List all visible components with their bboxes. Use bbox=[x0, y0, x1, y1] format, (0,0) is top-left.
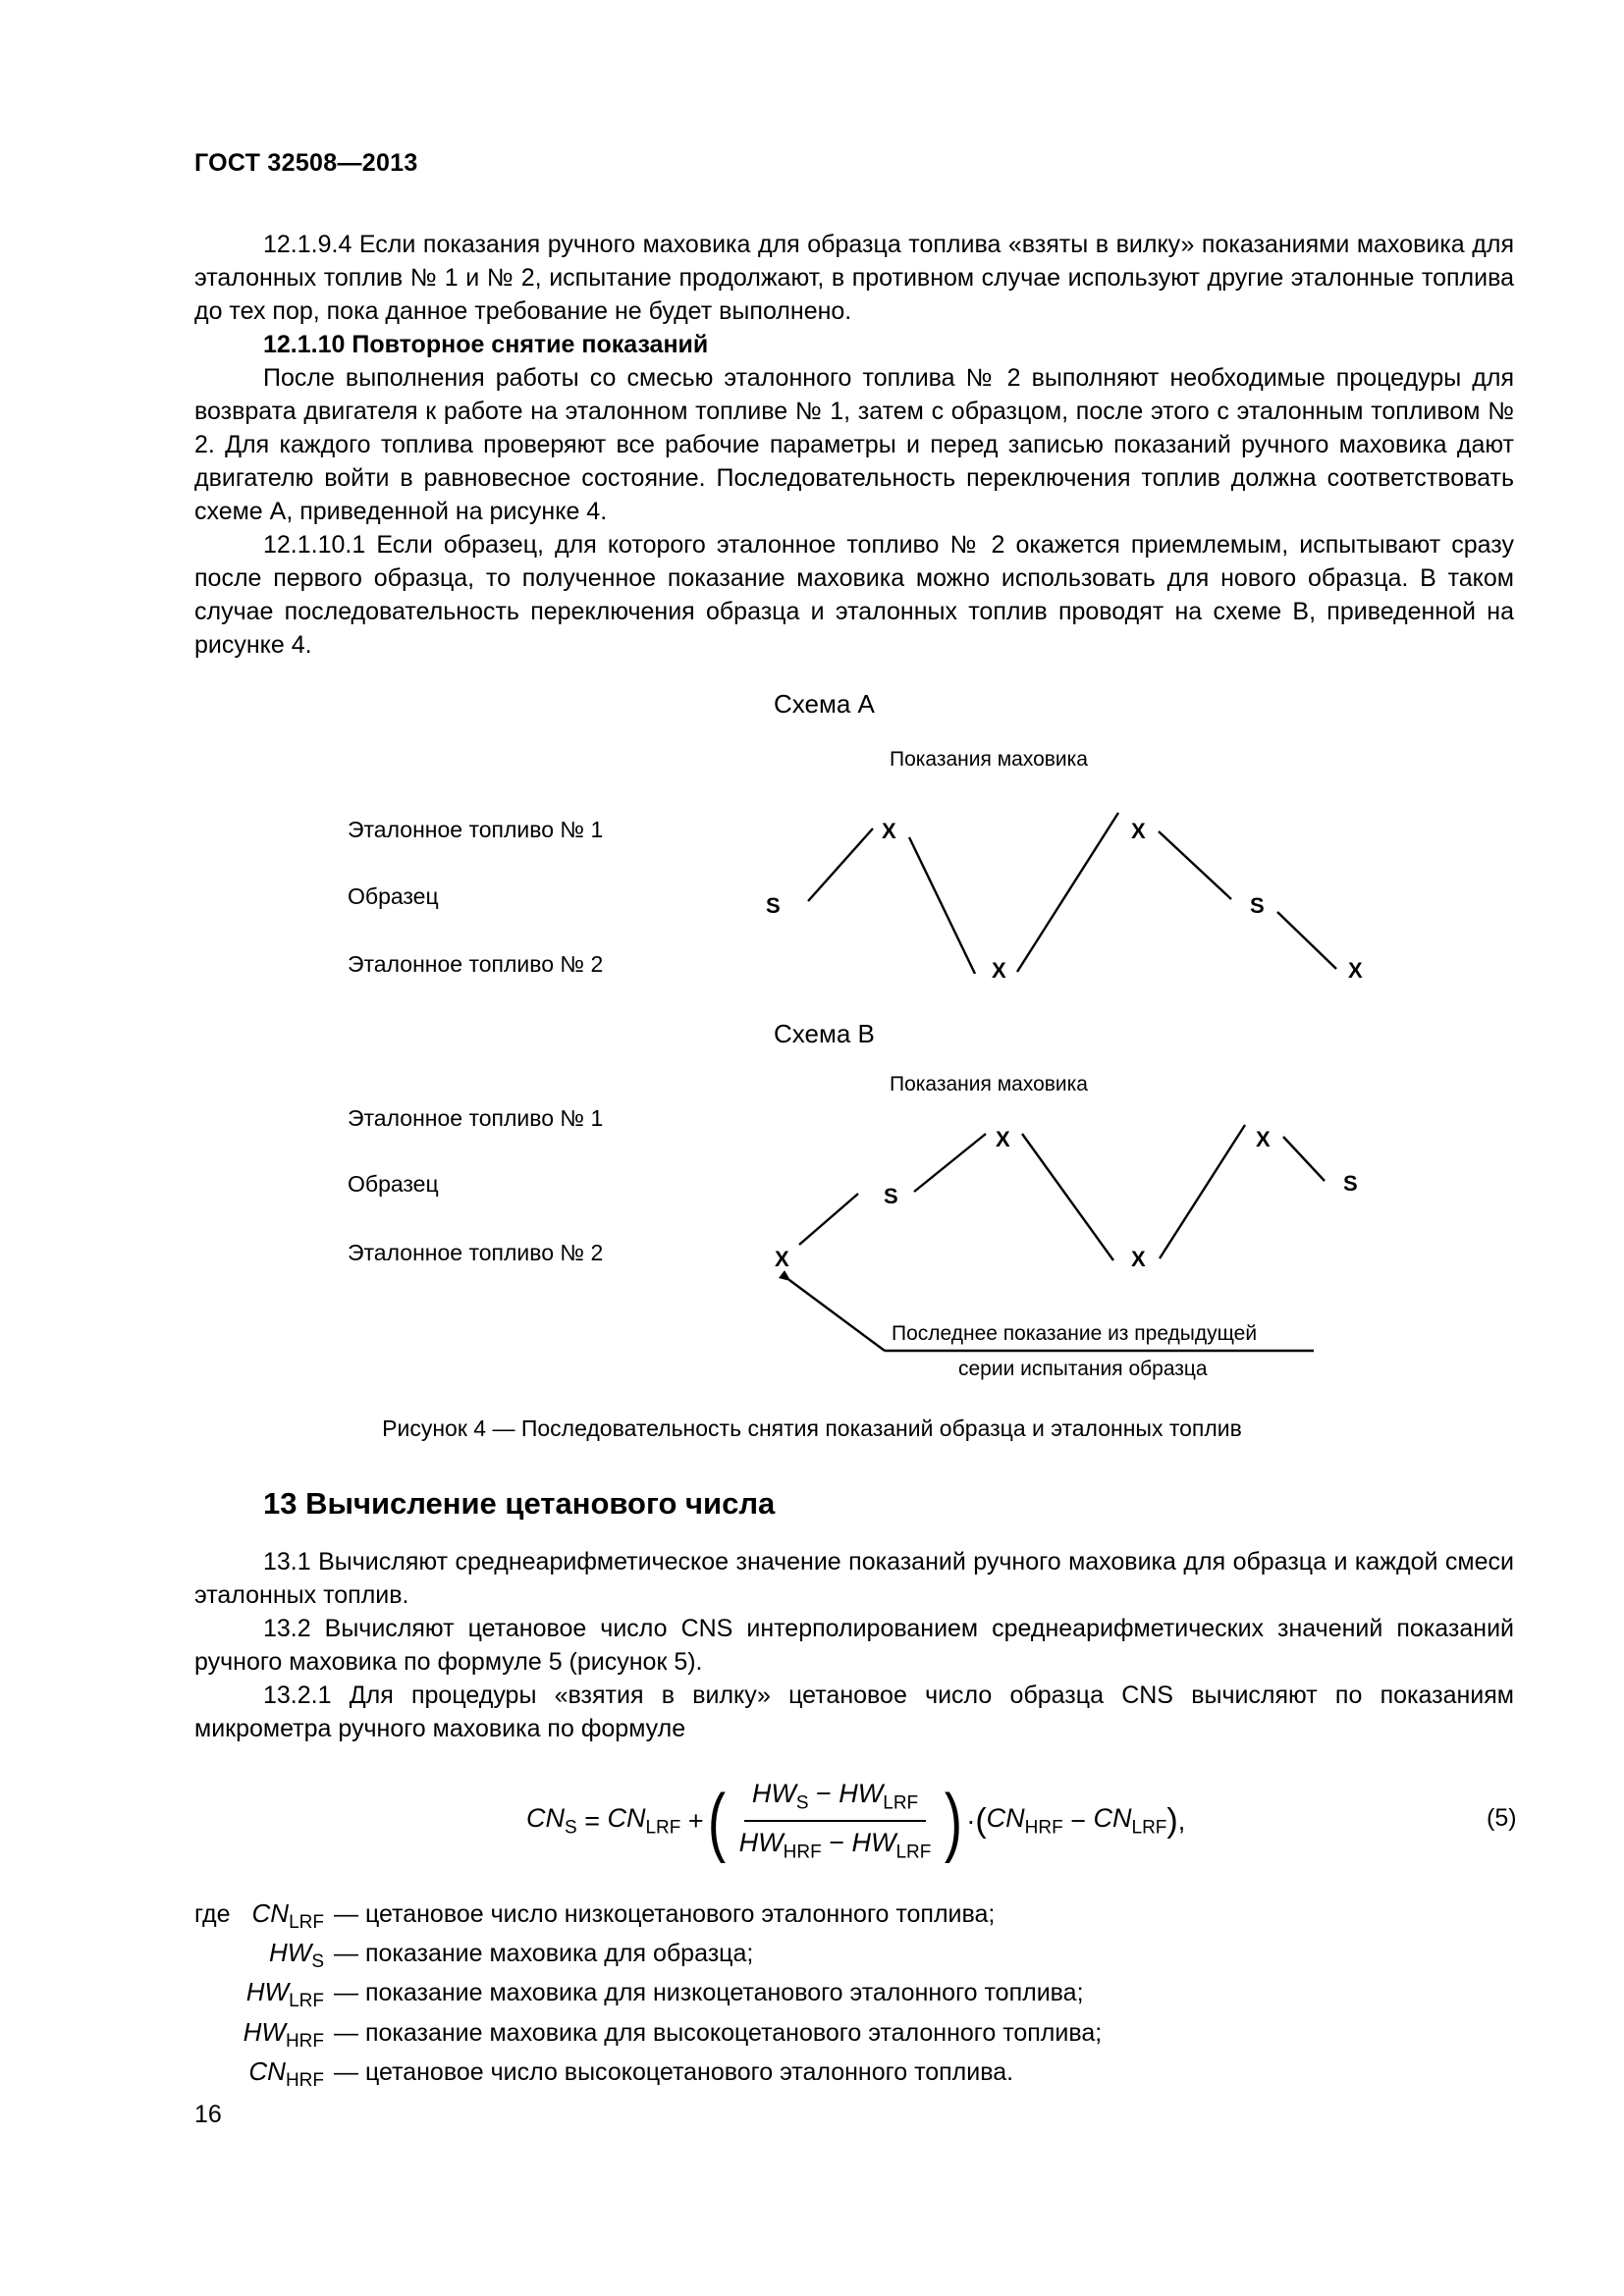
scheme-a-line-4 bbox=[1159, 831, 1231, 899]
paragraph-13-1: 13.1 Вычисляют среднеарифметическое значение показаний ручного маховика для образца и каждой смеси эталонных топлив. bbox=[194, 1548, 1514, 1609]
scheme-b-label-ref2: Эталонное топливо № 2 bbox=[348, 1240, 604, 1265]
scheme-b-readings-header: Показания маховика bbox=[890, 1073, 1088, 1095]
scheme-a-point-s1: S bbox=[766, 893, 781, 918]
paragraph-12-1-9-4: 12.1.9.4 Если показания ручного маховика для образца топлива «взяты в вилку» показаниями маховика для эталонных топлив № 1 и № 2, испытание продолжают, в противном случае используют другие эталонные топлива до тех пор, пока данное требование не будет выполнено. bbox=[194, 231, 1514, 325]
note-line-1: Последнее показание из предыдущей bbox=[892, 1322, 1258, 1345]
definition-symbol: $CN_{LRF}$ bbox=[251, 1898, 324, 1934]
scheme-b-point-s2: S bbox=[1343, 1171, 1358, 1196]
scheme-b-label-ref1: Эталонное топливо № 1 bbox=[348, 1105, 604, 1131]
scheme-b-point-s1: S bbox=[884, 1184, 898, 1208]
definition-text: — цетановое число высокоцетанового эталонного топлива. bbox=[334, 2057, 1014, 2086]
definition-row bbox=[194, 2056, 1102, 2096]
formula-cn-hrf: $CN_{HRF}$ bbox=[986, 1802, 1063, 1839]
scheme-a-point-x3: X bbox=[1131, 819, 1146, 843]
scheme-a-line-5 bbox=[1277, 912, 1336, 969]
definition-row bbox=[194, 1977, 1102, 2016]
section-13-title: 13 Вычисление цетанового числа bbox=[263, 1486, 776, 1521]
subsection-heading-12-1-10: 12.1.10 Повторное снятие показаний bbox=[263, 331, 709, 358]
scheme-a-line-1 bbox=[808, 828, 873, 901]
definition-symbol: $CN_{HRF}$ bbox=[248, 2056, 324, 2091]
scheme-a-line-3 bbox=[1017, 813, 1118, 972]
formula-cn-lrf-2: $CN_{LRF}$ bbox=[1093, 1802, 1167, 1839]
paragraph-13-2: 13.2 Вычисляют цетановое число CNS интерполированием среднеарифметических значений показаний ручного маховика по формуле 5 (рисунок 5). bbox=[194, 1615, 1514, 1676]
scheme-a-label-ref1: Эталонное топливо № 1 bbox=[348, 817, 604, 842]
formula-numerator: $HW_S - HW_{LRF}$ bbox=[744, 1779, 926, 1822]
figure-4-caption: Рисунок 4 — Последовательность снятия показаний образца и эталонных топлив bbox=[382, 1415, 1242, 1441]
formula-5: $CN_S$ = $CN_{LRF}$ + ( $\frac{HW_S - HW_{LRF}}{HW_{HRF} - HW_{LRF}}$ ) · ( $CN_{HRF}$ − $CN_{LRF}$ ) , bbox=[526, 1778, 1186, 1864]
scheme-b-line-1 bbox=[799, 1194, 858, 1245]
definition-symbol: $HW_S$ bbox=[268, 1938, 324, 1973]
scheme-a-label-sample: Образец bbox=[348, 883, 439, 909]
formula-fraction bbox=[731, 1779, 940, 1864]
scheme-b-label-sample: Образец bbox=[348, 1171, 439, 1197]
definition-symbol: $HW_{HRF}$ bbox=[243, 2016, 324, 2052]
where-label: где bbox=[194, 1900, 231, 1928]
formula-lhs: $CN_S$ bbox=[526, 1802, 577, 1839]
definition-row bbox=[194, 1938, 1102, 1977]
scheme-b-line-2 bbox=[914, 1134, 986, 1192]
document-header: ГОСТ 32508—2013 bbox=[194, 149, 418, 177]
scheme-a-title: Схема А bbox=[774, 689, 875, 719]
scheme-a-line-2 bbox=[909, 837, 975, 974]
page-number: 16 bbox=[194, 2101, 222, 2128]
definition-text: — цетановое число низкоцетанового эталонного топлива; bbox=[334, 1900, 996, 1928]
scheme-b-line-3 bbox=[1022, 1134, 1113, 1260]
definition-row bbox=[194, 2017, 1102, 2056]
symbol-definitions bbox=[194, 1898, 1102, 2096]
scheme-b-point-x3: X bbox=[1131, 1247, 1146, 1271]
definition-row bbox=[194, 1898, 1102, 1938]
note-pointer-arrow bbox=[789, 1280, 885, 1351]
scheme-b-line-4 bbox=[1160, 1125, 1245, 1258]
scheme-a-readings-header: Показания маховика bbox=[890, 748, 1088, 771]
scheme-a-point-s2: S bbox=[1250, 893, 1265, 918]
scheme-b-line-5 bbox=[1283, 1137, 1325, 1181]
paragraph-12-1-10-1: 12.1.10.1 Если образец, для которого эталонное топливо № 2 окажется приемлемым, испытывают сразу после первого образца, то полученное показание маховика можно использовать для нового образца. В таком случае последовательность переключения образца и эталонных топлив проводят на схеме В, приведенной на рисунке 4. bbox=[194, 531, 1514, 659]
definition-symbol: $HW_{LRF}$ bbox=[245, 1977, 324, 2012]
definition-text: — показание маховика для высокоцетанового эталонного топлива; bbox=[334, 2018, 1103, 2047]
scheme-a-point-x1: X bbox=[882, 819, 896, 843]
definition-text: — показание маховика для образца; bbox=[334, 1940, 754, 1968]
scheme-b-point-x4: X bbox=[1256, 1127, 1271, 1151]
equation-number: (5) bbox=[1487, 1804, 1517, 1832]
paragraph-13-2-1: 13.2.1 Для процедуры «взятия в вилку» цетановое число образца CNS вычисляют по показаниям микрометра ручного маховика по формуле bbox=[194, 1682, 1514, 1742]
scheme-a-point-x2: X bbox=[992, 958, 1006, 983]
note-line-2: серии испытания образца bbox=[958, 1358, 1208, 1380]
formula-denominator: $HW_{HRF} - HW_{LRF}$ bbox=[738, 1828, 932, 1863]
scheme-b-point-x1: X bbox=[775, 1247, 789, 1271]
text-block-section bbox=[194, 1545, 1514, 1745]
definition-text: — показание маховика для низкоцетанового эталонного топлива; bbox=[334, 1979, 1084, 2007]
paragraph-12-1-10: После выполнения работы со смесью эталонного топлива № 2 выполняют необходимые процедуры для возврата двигателя к работе на эталонном топливе № 1, затем с образцом, после этого с эталонным топливом № 2. Для каждого топлива проверяют все рабочие параметры и перед записью показаний ручного маховика дают двигателю войти в равновесное состояние. Последовательность переключения топлив должна соответствовать схеме А, приведенной на рисунке 4. bbox=[194, 364, 1514, 525]
formula-cn-lrf: $CN_{LRF}$ bbox=[607, 1802, 681, 1839]
scheme-b-point-x2: X bbox=[996, 1127, 1010, 1151]
scheme-a-point-x4: X bbox=[1348, 958, 1363, 983]
scheme-a-label-ref2: Эталонное топливо № 2 bbox=[348, 951, 604, 977]
scheme-b-title: Схема В bbox=[774, 1019, 875, 1048]
